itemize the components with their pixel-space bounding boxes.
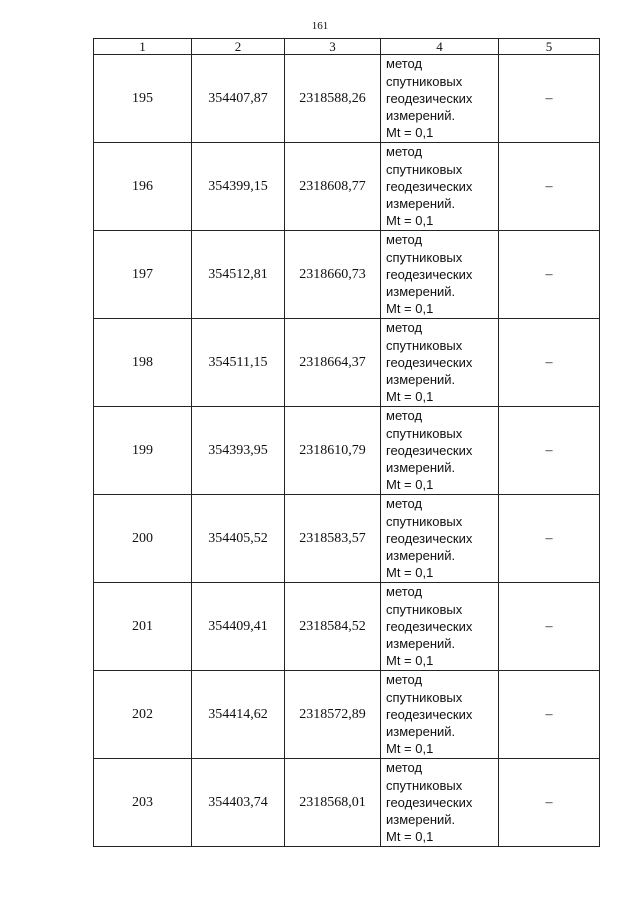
method-line: метод [386, 496, 423, 512]
y-coordinate-cell: 2318583,57 [285, 495, 381, 583]
coordinates-table [93, 38, 600, 847]
method-line: метод [386, 320, 423, 336]
method-line: метод [386, 232, 423, 248]
method-line: Mt = 0,1 [386, 477, 434, 493]
table-row [94, 583, 600, 671]
table-row [94, 319, 600, 407]
header-col-4: 4 [381, 39, 499, 55]
table-row [94, 55, 600, 143]
method-line: геодезических [386, 618, 473, 634]
method-line: Mt = 0,1 [386, 213, 434, 229]
note-cell: – [499, 55, 600, 143]
y-coordinate-cell: 2318610,79 [285, 407, 381, 495]
method-line: измерений. [386, 548, 456, 564]
note-cell: – [499, 583, 600, 671]
method-cell [381, 583, 499, 671]
x-coordinate-cell: 354399,15 [192, 143, 285, 231]
header-col-2: 2 [192, 39, 285, 55]
method-line: Mt = 0,1 [386, 741, 434, 757]
method-line: геодезических [386, 442, 473, 458]
method-cell [381, 407, 499, 495]
y-coordinate-cell: 2318660,73 [285, 231, 381, 319]
method-line: метод [386, 56, 423, 72]
method-line: измерений. [386, 812, 456, 828]
point-number-cell: 198 [94, 319, 192, 407]
method-line: метод [386, 144, 423, 160]
note-cell: – [499, 495, 600, 583]
note-cell: – [499, 759, 600, 847]
method-line: метод [386, 760, 423, 776]
method-line: Mt = 0,1 [386, 125, 434, 141]
method-line: спутниковых [386, 513, 463, 529]
method-line: измерений. [386, 372, 456, 388]
method-line: спутниковых [386, 601, 463, 617]
y-coordinate-cell: 2318568,01 [285, 759, 381, 847]
method-line: геодезических [386, 706, 473, 722]
note-cell: – [499, 143, 600, 231]
method-line: измерений. [386, 196, 456, 212]
header-col-3: 3 [285, 39, 381, 55]
method-line: измерений. [386, 724, 456, 740]
method-line: спутниковых [386, 689, 463, 705]
method-line: Mt = 0,1 [386, 301, 434, 317]
method-line: спутниковых [386, 249, 463, 265]
method-cell [381, 55, 499, 143]
method-cell [381, 759, 499, 847]
x-coordinate-cell: 354414,62 [192, 671, 285, 759]
note-cell: – [499, 231, 600, 319]
method-cell [381, 495, 499, 583]
table-row [94, 231, 600, 319]
table-row [94, 671, 600, 759]
table-row [94, 143, 600, 231]
x-coordinate-cell: 354405,52 [192, 495, 285, 583]
method-line: метод [386, 584, 423, 600]
table-row [94, 407, 600, 495]
method-line: геодезических [386, 354, 473, 370]
y-coordinate-cell: 2318584,52 [285, 583, 381, 671]
note-cell: – [499, 407, 600, 495]
method-line: измерений. [386, 108, 456, 124]
method-line: Mt = 0,1 [386, 829, 434, 845]
method-line: измерений. [386, 284, 456, 300]
note-cell: – [499, 671, 600, 759]
header-row [94, 39, 600, 55]
method-line: Mt = 0,1 [386, 565, 434, 581]
method-line: метод [386, 408, 423, 424]
method-line: измерений. [386, 636, 456, 652]
point-number-cell: 201 [94, 583, 192, 671]
point-number-cell: 203 [94, 759, 192, 847]
point-number-cell: 195 [94, 55, 192, 143]
method-line: метод [386, 672, 423, 688]
point-number-cell: 199 [94, 407, 192, 495]
method-line: геодезических [386, 530, 473, 546]
method-line: измерений. [386, 460, 456, 476]
table-row [94, 759, 600, 847]
note-cell: – [499, 319, 600, 407]
header-col-1: 1 [94, 39, 192, 55]
point-number-cell: 196 [94, 143, 192, 231]
method-line: спутниковых [386, 161, 463, 177]
header-col-5: 5 [499, 39, 600, 55]
y-coordinate-cell: 2318588,26 [285, 55, 381, 143]
method-line: геодезических [386, 178, 473, 194]
y-coordinate-cell: 2318664,37 [285, 319, 381, 407]
x-coordinate-cell: 354409,41 [192, 583, 285, 671]
point-number-cell: 200 [94, 495, 192, 583]
method-cell [381, 143, 499, 231]
y-coordinate-cell: 2318608,77 [285, 143, 381, 231]
x-coordinate-cell: 354512,81 [192, 231, 285, 319]
method-line: Mt = 0,1 [386, 653, 434, 669]
method-cell [381, 231, 499, 319]
point-number-cell: 197 [94, 231, 192, 319]
y-coordinate-cell: 2318572,89 [285, 671, 381, 759]
method-line: геодезических [386, 266, 473, 282]
x-coordinate-cell: 354403,74 [192, 759, 285, 847]
x-coordinate-cell: 354407,87 [192, 55, 285, 143]
method-line: геодезических [386, 794, 473, 810]
method-line: спутниковых [386, 777, 463, 793]
x-coordinate-cell: 354511,15 [192, 319, 285, 407]
point-number-cell: 202 [94, 671, 192, 759]
method-line: геодезических [386, 90, 473, 106]
method-line: спутниковых [386, 425, 463, 441]
method-cell [381, 319, 499, 407]
method-line: спутниковых [386, 73, 463, 89]
table-body [94, 55, 600, 847]
method-line: спутниковых [386, 337, 463, 353]
method-cell [381, 671, 499, 759]
x-coordinate-cell: 354393,95 [192, 407, 285, 495]
table-row [94, 495, 600, 583]
method-line: Mt = 0,1 [386, 389, 434, 405]
page-number: 161 [311, 20, 329, 32]
